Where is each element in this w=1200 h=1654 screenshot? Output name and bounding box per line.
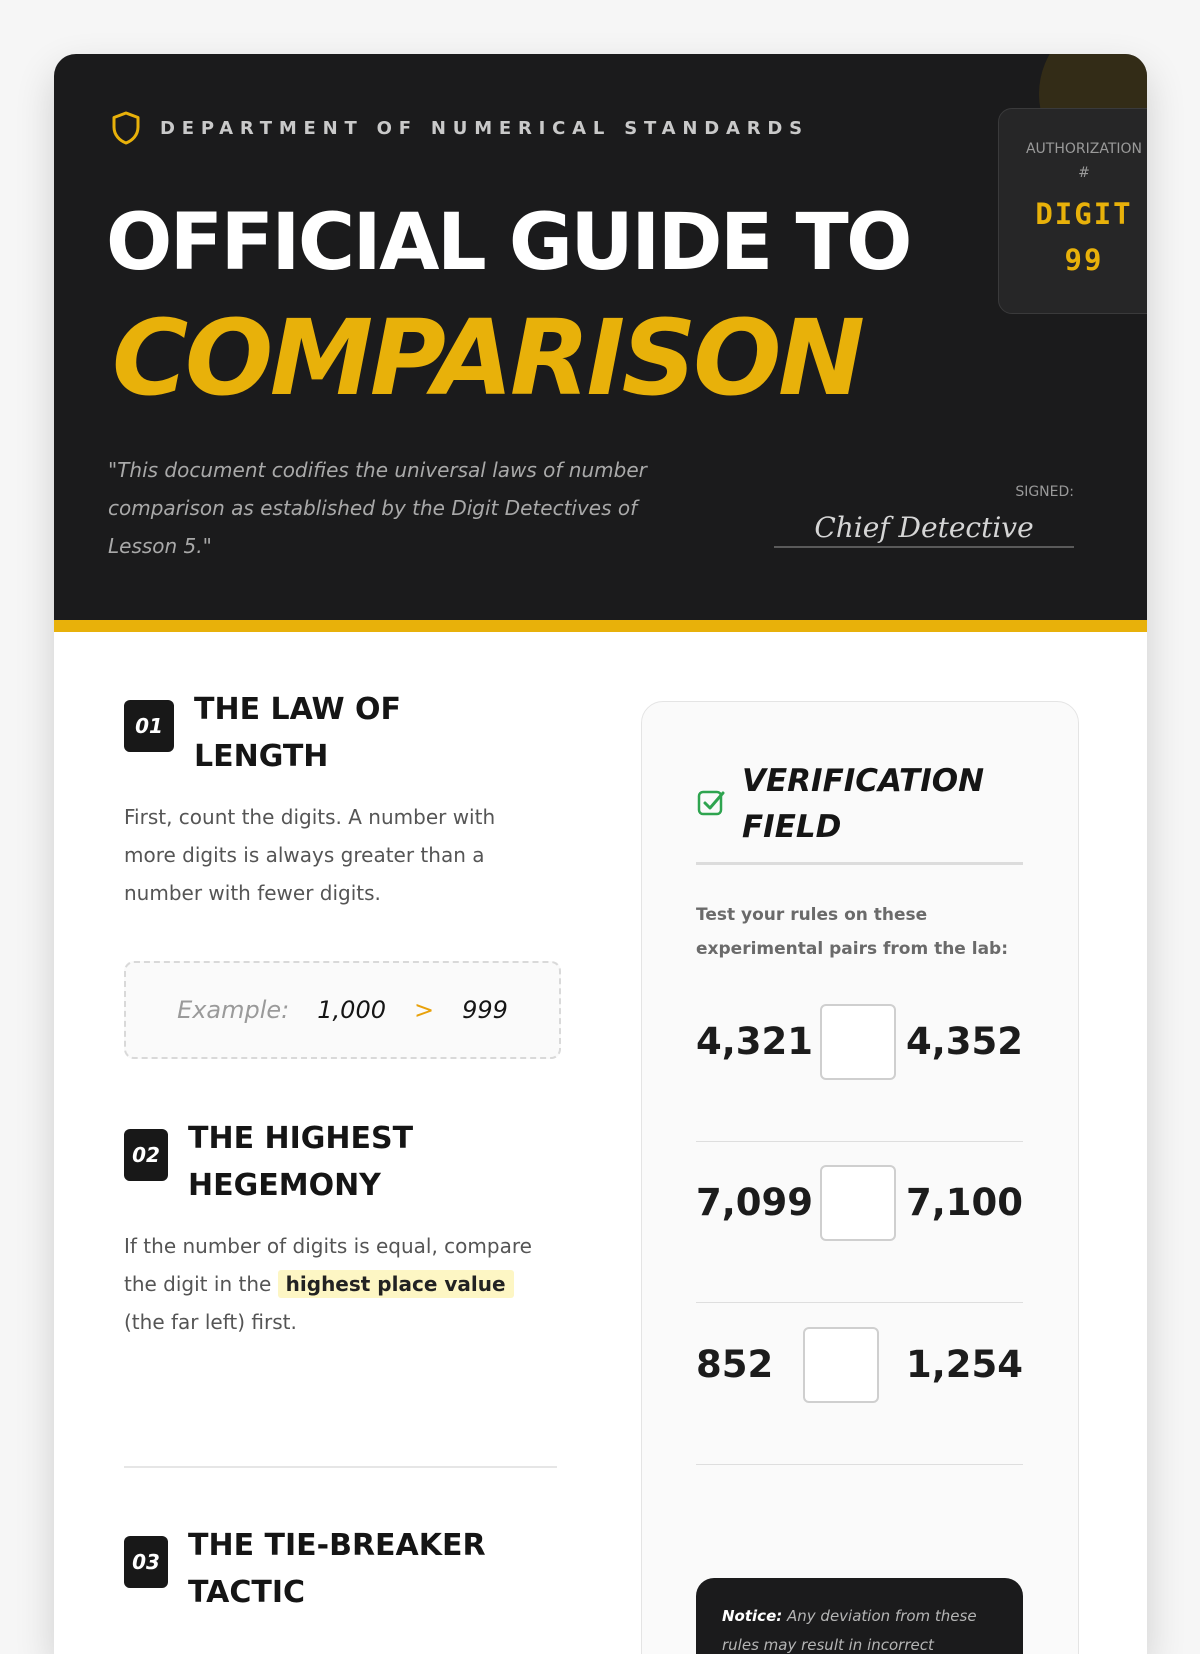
pair-2-answer-box[interactable] bbox=[820, 1165, 896, 1241]
law-2-title: THE HIGHEST HEGEMONY bbox=[188, 1121, 414, 1203]
hero-header bbox=[54, 54, 1147, 632]
authorization-hash: # bbox=[1078, 165, 1090, 181]
authorization-code-line2: 99 bbox=[1064, 243, 1104, 277]
highlight-phrase: highest place value bbox=[278, 1270, 514, 1298]
law-2-number-badge: 02 bbox=[124, 1129, 168, 1181]
shield-icon bbox=[110, 110, 142, 146]
example-right-number: 999 bbox=[462, 996, 508, 1024]
law-2-body bbox=[124, 1227, 560, 1341]
law-1-section bbox=[124, 686, 564, 912]
law-1-title: THE LAW OF LENGTH bbox=[194, 692, 402, 774]
pair-1-answer-box[interactable] bbox=[820, 1004, 896, 1080]
verification-title: VERIFICATION FIELD bbox=[742, 763, 985, 845]
pair-2-right-number: 7,100 bbox=[905, 1181, 1023, 1224]
pair-1-left-number: 4,321 bbox=[696, 1020, 814, 1063]
example-left-number: 1,000 bbox=[317, 996, 386, 1024]
notice-label: Notice: bbox=[722, 1607, 783, 1625]
law-2-header bbox=[124, 1115, 564, 1209]
section-divider bbox=[124, 1466, 557, 1468]
law-1-header bbox=[124, 686, 564, 780]
authorization-label: AUTHORIZATION bbox=[1025, 141, 1143, 157]
authorization-badge bbox=[998, 108, 1147, 314]
notice-box bbox=[696, 1578, 1023, 1654]
comparison-pair-3 bbox=[696, 1303, 1023, 1465]
law-1-example-box bbox=[124, 961, 561, 1059]
verification-panel bbox=[641, 701, 1079, 1654]
law-2-body-end: (the far left) first. bbox=[124, 1310, 297, 1334]
signed-label: SIGNED: bbox=[1015, 484, 1074, 500]
guide-card bbox=[54, 54, 1147, 1654]
page-title-line1: OFFICIAL GUIDE TO bbox=[106, 198, 910, 288]
checkbox-checked-icon bbox=[696, 788, 726, 818]
law-3-title: THE TIE-BREAKER TACTIC bbox=[188, 1528, 486, 1610]
signature-line: Chief Detective bbox=[774, 510, 1074, 548]
law-2-section bbox=[124, 1115, 564, 1341]
pair-3-right-number: 1,254 bbox=[905, 1343, 1023, 1386]
comparison-pair-2 bbox=[696, 1141, 1023, 1303]
pair-1-right-number: 4,352 bbox=[905, 1020, 1023, 1063]
law-2-body-start: If the number of digits is equal, compare the digit in the bbox=[124, 1234, 532, 1296]
law-1-body: First, count the digits. A number with more digits is always greater than a number with fewer digits. bbox=[124, 805, 496, 905]
page-title-line2: COMPARISON bbox=[112, 297, 862, 419]
law-3-header bbox=[124, 1522, 564, 1616]
notice-text: Any deviation from these rules may result in incorrect bbox=[722, 1607, 977, 1654]
example-label: Example: bbox=[177, 996, 290, 1024]
verification-header bbox=[696, 758, 1023, 865]
greater-than-symbol: > bbox=[414, 996, 435, 1024]
authorization-code-line1: DIGIT bbox=[1035, 197, 1133, 231]
law-3-number-badge: 03 bbox=[124, 1536, 168, 1588]
pair-2-left-number: 7,099 bbox=[696, 1181, 814, 1224]
pair-3-left-number: 852 bbox=[696, 1343, 774, 1386]
law-3-section bbox=[124, 1522, 564, 1616]
comparison-pair-1 bbox=[696, 980, 1023, 1142]
verification-description: Test your rules on these experimental pairs from the lab: bbox=[696, 905, 1009, 959]
law-1-number-badge: 01 bbox=[124, 700, 174, 752]
pair-3-answer-box[interactable] bbox=[803, 1327, 879, 1403]
mission-quote: "This document codifies the universal laws of number comparison as established by the Digit Detectives of Lesson 5." bbox=[108, 458, 647, 558]
department-name: DEPARTMENT OF NUMERICAL STANDARDS bbox=[160, 117, 809, 139]
department-line bbox=[110, 110, 809, 146]
